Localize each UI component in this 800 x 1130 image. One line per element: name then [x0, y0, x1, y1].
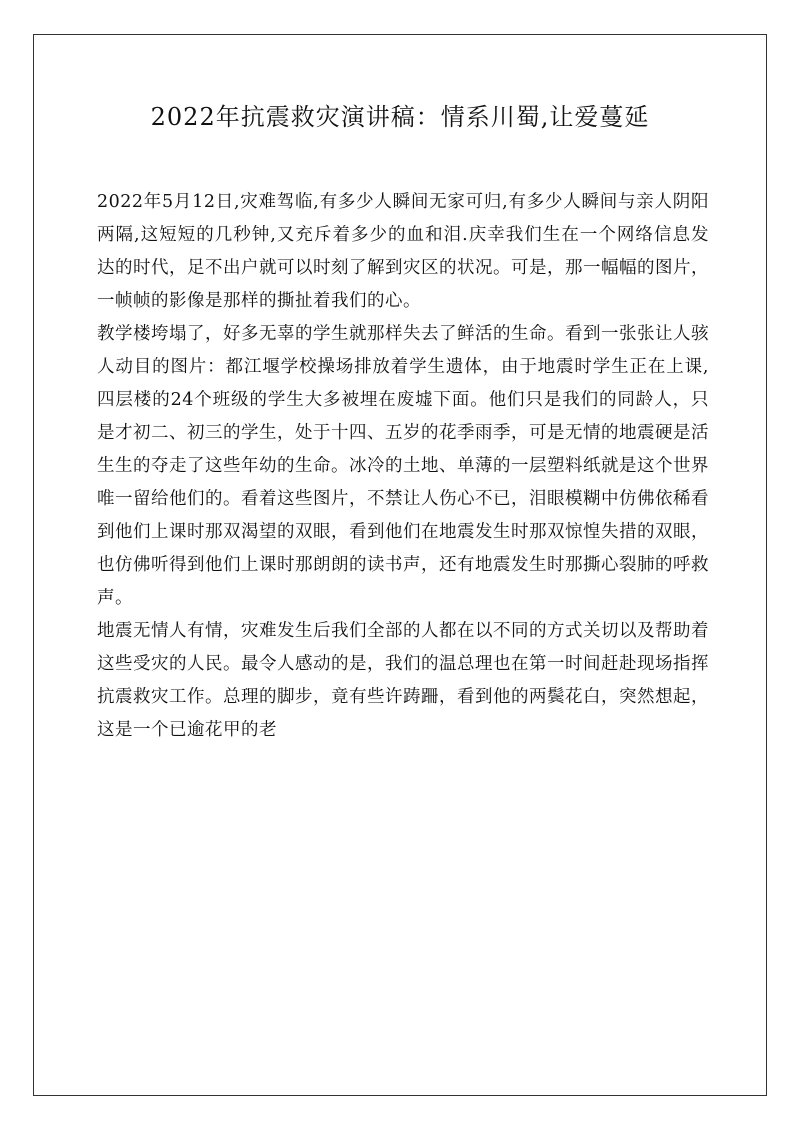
paragraph-3: 地震无情人有情，灾难发生后我们全部的人都在以不同的方式关切以及帮助着这些受灾的人民。最令人感动的是，我们的温总理也在第一时间赶赴现场指挥抗震救灾工作。总理的脚步，竟有些许踌跚，看到他的两鬓花白，突然想起，这是一个已逾花甲的老 — [97, 621, 709, 740]
paragraph-2: 教学楼垮塌了，好多无辜的学生就那样失去了鲜活的生命。看到一张张让人骇人动目的图片：都江堰学校操场排放着学生遗体，由于地震时学生正在上课,四层楼的24个班级的学生大多被埋在废墟下面。他们只是我们的同龄人，只是才初二、初三的学生，处于十四、五岁的花季雨季，可是无情的地震硬是活生生的夺走了这些年幼的生命。冰冷的土地、单薄的一层塑料纸就是这个世界唯一留给他们的。看着这些图片，不禁让人伤心不已，泪眼模糊中仿佛依稀看到他们上课时那双渴望的双眼，看到他们在地震发生时那双惊惶失措的双眼，也仿佛听得到他们上课时那朗朗的读书声，还有地震发生时那撕心裂肺的呼救声。 — [97, 324, 709, 608]
document-body — [97, 186, 709, 747]
document-title: 2022年抗震救灾演讲稿：情系川蜀,让爱蔓延 — [150, 103, 650, 131]
paragraph-1: 2022年5月12日,灾难驾临,有多少人瞬间无家可归,有多少人瞬间与亲人阴阳两隔,这短短的几秒钟,又充斥着多少的血和泪.庆幸我们生在一个网络信息发达的时代，足不出户就可以时刻了解到灾区的状况。可是，那一幅幅的图片，一帧帧的影像是那样的撕扯着我们的心。 — [97, 192, 709, 311]
